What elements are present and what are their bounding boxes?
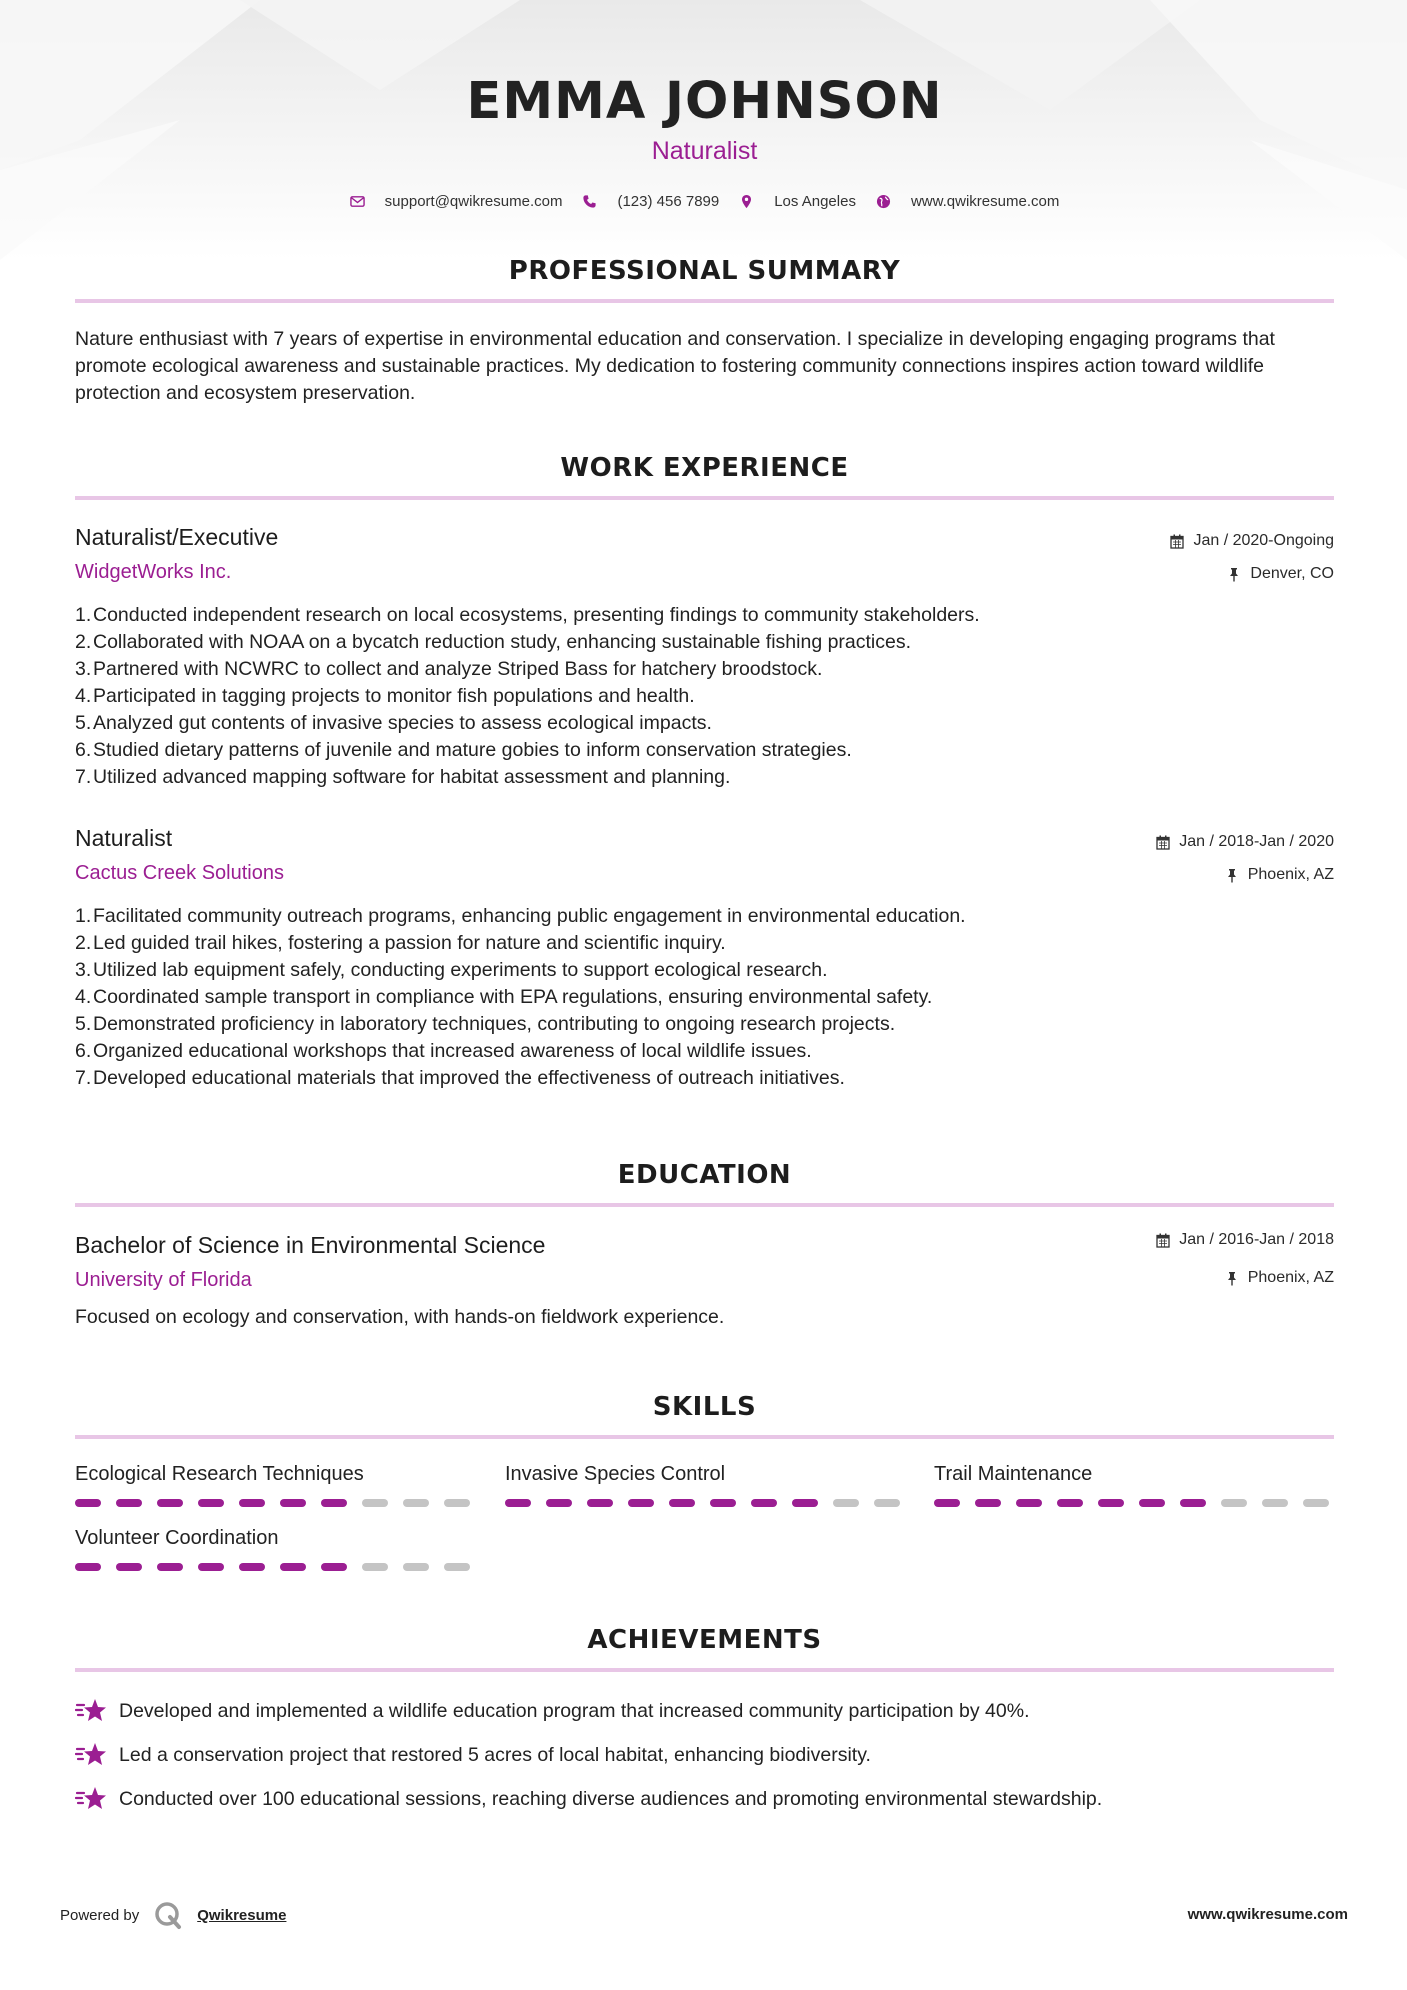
summary-divider [75,299,1334,303]
skill-dash-filled [75,1499,101,1507]
education-divider [75,1203,1334,1207]
skill-dash-filled [1139,1499,1165,1507]
list-item: 6.Organized educational workshops that increased awareness of local wildlife issues. [75,1040,812,1062]
star-icon [75,1741,107,1769]
achievement-item [75,1697,1334,1725]
list-item: 6.Studied dietary patterns of juvenile and mature gobies to inform conservation strategies. [75,739,852,761]
skill-level-bar [75,1499,475,1507]
skill-name: Ecological Research Techniques [75,1463,364,1485]
globe-icon [876,194,891,209]
achievements-heading: ACHIEVEMENTS [587,1625,822,1655]
phone-text: (123) 456 7899 [617,192,720,210]
footer-website-link[interactable]: www.qwikresume.com [1187,1906,1348,1923]
skill-dash-empty [833,1499,859,1507]
skill-dash-filled [628,1499,654,1507]
skill-dash-filled [1180,1499,1206,1507]
skill-dash-filled [280,1499,306,1507]
skill-dash-empty [1221,1499,1247,1507]
job-dates-text: Jan / 2018-Jan / 2020 [1179,833,1334,850]
skill-name: Invasive Species Control [505,1463,726,1485]
skill-dash-empty [362,1499,388,1507]
skill-dash-filled [1016,1499,1042,1507]
powered-by-label: Powered by [60,1906,140,1924]
skill-dash-filled [975,1499,1001,1507]
skill-item [75,1527,475,1571]
skill-dash-filled [1098,1499,1124,1507]
achievement-item [75,1741,1334,1769]
candidate-title: Naturalist [651,137,758,165]
skills-divider [75,1435,1334,1439]
education-description: Focused on ecology and conservation, with hands-on fieldwork experience. [75,1306,725,1328]
skill-dash-filled [321,1499,347,1507]
list-item: 3.Utilized lab equipment safely, conducting experiments to support ecological research. [75,959,828,981]
envelope-icon [350,194,365,209]
skill-dash-filled [239,1499,265,1507]
map-pin-icon [739,194,754,209]
skill-dash-filled [157,1499,183,1507]
skill-dash-empty [1262,1499,1288,1507]
contact-website[interactable] [876,193,1059,210]
website-text: www.qwikresume.com [910,192,1060,210]
skill-dash-filled [669,1499,695,1507]
calendar-icon [1156,835,1170,850]
skill-dash-empty [444,1563,470,1571]
skill-dash-filled [198,1563,224,1571]
job-title: Naturalist [75,825,173,851]
skill-dash-filled [321,1563,347,1571]
work-divider [75,496,1334,500]
list-item: 2.Collaborated with NOAA on a bycatch reduction study, enhancing sustainable fishing practices. [75,631,912,653]
job-location-text: Phoenix, AZ [1247,866,1334,883]
skill-dash-filled [75,1563,101,1571]
skill-item [75,1463,475,1507]
list-item: 7.Utilized advanced mapping software for habitat assessment and planning. [75,766,731,788]
job-dates [1170,532,1334,550]
skill-level-bar [505,1499,905,1507]
education-dates [1156,1231,1334,1249]
job-bullets [75,903,1334,1092]
skill-dash-filled [710,1499,736,1507]
achievement-item [75,1785,1334,1813]
pushpin-icon [1225,1271,1239,1286]
achievements-divider [75,1668,1334,1672]
email-text: support@qwikresume.com [384,192,563,210]
job-company: Cactus Creek Solutions [75,862,284,884]
achievement-text: Led a conservation project that restored 5 acres of local habitat, enhancing biodiversity. [119,1743,871,1766]
list-item: 2.Led guided trail hikes, fostering a passion for nature and scientific inquiry. [75,932,726,954]
job-bullets [75,602,1334,791]
job-location [1225,866,1334,884]
skill-dash-empty [403,1499,429,1507]
skill-dash-filled [116,1499,142,1507]
education-location [1225,1269,1334,1287]
skill-dash-empty [874,1499,900,1507]
skills-heading: SKILLS [652,1392,757,1422]
list-item: 4.Coordinated sample transport in compliance with EPA regulations, ensuring environmental safety. [75,986,933,1008]
list-item: 3.Partnered with NCWRC to collect and analyze Striped Bass for hatchery broodstock. [75,658,823,680]
contact-phone[interactable] [582,193,719,210]
job-location-text: Denver, CO [1250,565,1334,582]
footer-powered-by [60,1900,286,1930]
skill-dash-filled [280,1563,306,1571]
skill-dash-filled [505,1499,531,1507]
education-location-text: Phoenix, AZ [1247,1269,1334,1286]
work-heading: WORK EXPERIENCE [560,453,849,483]
skill-level-bar [75,1563,475,1571]
job-location [1227,565,1334,583]
skill-dash-empty [403,1563,429,1571]
contact-bar [75,190,1334,212]
job-dates [1156,833,1334,851]
skill-dash-filled [157,1563,183,1571]
skill-item [934,1463,1334,1507]
skill-dash-filled [116,1563,142,1571]
skill-name: Trail Maintenance [934,1463,1093,1485]
achievement-text: Conducted over 100 educational sessions, reaching diverse audiences and promoting environmental stewardship. [119,1787,1103,1810]
location-text: Los Angeles [774,192,856,210]
star-icon [75,1785,107,1813]
contact-location [739,193,856,210]
list-item: 1.Facilitated community outreach programs, enhancing public engagement in environmental education. [75,905,966,927]
school-name: University of Florida [75,1269,252,1291]
degree-title: Bachelor of Science in Environmental Science [75,1232,546,1258]
skill-dash-filled [546,1499,572,1507]
pushpin-icon [1227,567,1241,582]
candidate-name: EMMA JOHNSON [466,72,943,131]
summary-text: Nature enthusiast with 7 years of expertise in environmental education and conservation. I specialize in developing engaging programs that promote ecological awareness and sustainable practices. My dedication to fostering community connections inspires action toward wildlife protection and ecosystem preservation. [75,328,1275,404]
list-item: 5.Analyzed gut contents of invasive species to assess ecological impacts. [75,712,712,734]
calendar-icon [1156,1233,1170,1248]
skill-dash-filled [934,1499,960,1507]
skill-dash-empty [444,1499,470,1507]
calendar-icon [1170,534,1184,549]
job-company: WidgetWorks Inc. [75,561,232,583]
list-item: 4.Participated in tagging projects to monitor fish populations and health. [75,685,695,707]
education-heading: EDUCATION [617,1160,792,1190]
skill-dash-empty [1303,1499,1329,1507]
education-dates-text: Jan / 2016-Jan / 2018 [1179,1231,1334,1248]
skill-name: Volunteer Coordination [75,1527,279,1549]
skill-dash-filled [792,1499,818,1507]
phone-icon [582,194,597,209]
brand-link[interactable]: Qwikresume [197,1906,287,1924]
job-title: Naturalist/Executive [75,524,279,550]
skill-dash-empty [362,1563,388,1571]
qwikresume-logo-icon [153,1900,183,1930]
pushpin-icon [1225,868,1239,883]
skill-dash-filled [587,1499,613,1507]
contact-email[interactable] [350,193,563,210]
skill-level-bar [934,1499,1334,1507]
summary-heading: PROFESSIONAL SUMMARY [508,256,901,286]
skill-dash-filled [198,1499,224,1507]
list-item: 1.Conducted independent research on local ecosystems, presenting findings to community stakeholders. [75,604,980,626]
job-dates-text: Jan / 2020-Ongoing [1193,532,1334,549]
list-item: 5.Demonstrated proficiency in laboratory techniques, contributing to ongoing research projects. [75,1013,896,1035]
skill-dash-filled [239,1563,265,1571]
skill-item [505,1463,905,1507]
achievement-text: Developed and implemented a wildlife education program that increased community participation by 40%. [119,1699,1030,1722]
skill-dash-filled [1057,1499,1083,1507]
star-icon [75,1697,107,1725]
skill-dash-filled [751,1499,777,1507]
list-item: 7.Developed educational materials that improved the effectiveness of outreach initiatives. [75,1067,845,1089]
